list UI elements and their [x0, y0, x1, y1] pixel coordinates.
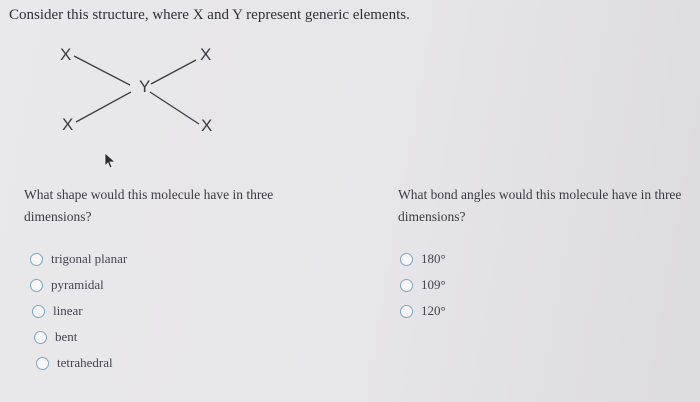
shape-option-trigonal-planar[interactable] [30, 246, 127, 272]
atom-x-bottom-right: X [201, 116, 213, 135]
radio-button[interactable] [400, 253, 413, 266]
option-label: trigonal planar [51, 251, 128, 266]
molecule-structure [0, 0, 700, 160]
atom-x-top-right: X [200, 45, 212, 64]
option-label: tetrahedral [57, 355, 113, 370]
bond-bottom-right [150, 92, 199, 124]
bond-top-right [151, 60, 196, 84]
radio-button[interactable] [34, 331, 47, 344]
radio-button[interactable] [30, 279, 43, 292]
option-label: linear [53, 303, 83, 318]
option-label: 120° [421, 303, 446, 318]
radio-button[interactable] [36, 357, 49, 370]
angle-option-120[interactable] [400, 298, 446, 324]
angle-option-109[interactable] [400, 272, 446, 298]
shape-option-pyramidal[interactable] [30, 272, 127, 298]
atom-y-center: Y [139, 77, 151, 96]
radio-button[interactable] [30, 253, 43, 266]
angle-options [400, 246, 446, 324]
angle-question: What bond angles would this molecule have in three dimensions? [398, 187, 682, 224]
radio-button[interactable] [32, 305, 45, 318]
option-label: pyramidal [51, 277, 104, 292]
radio-button[interactable] [400, 279, 413, 292]
mouse-cursor-icon [100, 150, 120, 170]
shape-options [28, 246, 127, 376]
prompt-text: Consider this structure, where X and Y represent generic elements. [9, 7, 410, 23]
bond-top-left [74, 56, 130, 85]
option-label: 109° [421, 277, 446, 292]
shape-option-bent[interactable] [34, 324, 127, 350]
angle-option-180[interactable] [400, 246, 446, 272]
option-label: bent [55, 329, 78, 344]
bond-bottom-left [76, 92, 131, 122]
shape-question: What shape would this molecule have in three dimensions? [24, 187, 274, 224]
atom-x-bottom-left: X [62, 115, 74, 134]
shape-option-linear[interactable] [32, 298, 127, 324]
shape-option-tetrahedral[interactable] [36, 350, 127, 376]
option-label: 180° [421, 251, 446, 266]
radio-button[interactable] [400, 305, 413, 318]
atom-x-top-left: X [60, 45, 72, 64]
